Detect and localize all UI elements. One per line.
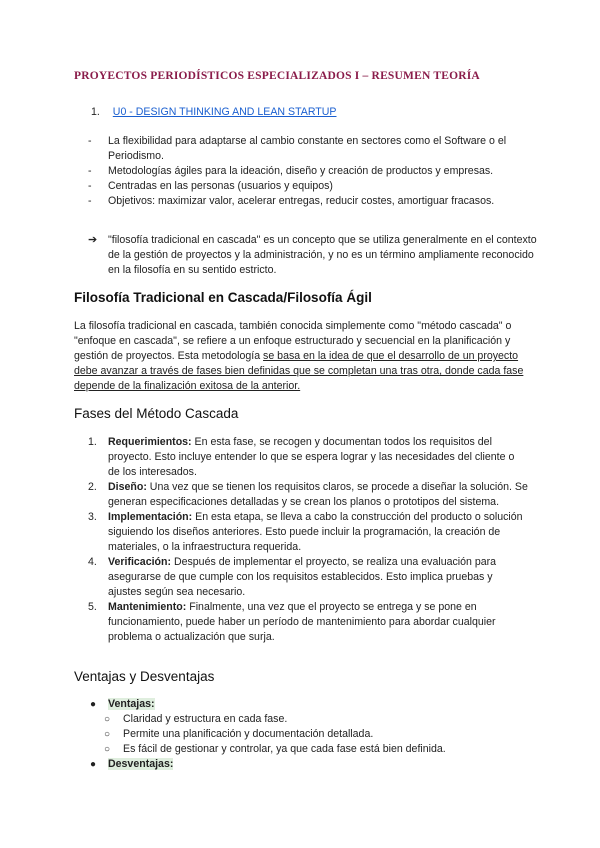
circle-bullet-icon: ○ xyxy=(104,729,111,740)
list-number: 2. xyxy=(88,481,97,493)
list-item xyxy=(88,727,528,742)
list-number: 3. xyxy=(88,511,97,523)
phase-text: Después de implementar el proyecto, se realiza una evaluación para asegurarse de que cumple con los requisitos establecidos. Esto implica pruebas y ajustes según sea necesario. xyxy=(108,556,497,598)
list-number: 5. xyxy=(88,601,97,613)
bullet-icon: ● xyxy=(90,699,97,710)
list-item xyxy=(88,510,528,555)
advantage-text: Permite una planificación y documentación detallada. xyxy=(123,728,374,740)
arrow-note xyxy=(88,233,538,278)
advantage-text: Es fácil de gestionar y controlar, ya que cada fase está bien definida. xyxy=(123,743,446,755)
list-item xyxy=(88,600,528,645)
list-item xyxy=(88,742,528,757)
section-link-item xyxy=(91,106,337,118)
heading-philosophy: Filosofía Tradicional en Cascada/Filosofía Ágil xyxy=(74,290,372,305)
circle-bullet-icon: ○ xyxy=(104,744,111,755)
list-item: - Objetivos: maximizar valor, acelerar entregas, reducir costes, amortiguar fracasos. xyxy=(88,194,538,209)
list-item: - La flexibilidad para adaptarse al cambio constante en sectores como el Software o el Periodismo. xyxy=(88,134,538,164)
advantages-list xyxy=(88,712,528,757)
pros-cons-list xyxy=(88,697,528,772)
list-item xyxy=(88,480,528,510)
phase-text: En esta etapa, se lleva a cabo la construcción del producto o solución siguiendo los diseños anteriores. Esto puede incluir la programación, la creación de materiales, o la infraestructura requerida. xyxy=(108,511,523,553)
phase-label: Implementación: xyxy=(108,511,193,523)
arrow-right-icon: ➔ xyxy=(88,234,98,246)
list-number: 1. xyxy=(88,436,97,448)
heading-phases: Fases del Método Cascada xyxy=(74,406,239,421)
dash-list xyxy=(88,134,538,209)
arrow-note-text: "filosofía tradicional en cascada" es un concepto que se utiliza generalmente en el contexto de la gestión de proyectos y la administración, y no es un término ampliamente reconocido en la filosofía en su sentido estricto. xyxy=(108,234,537,276)
circle-bullet-icon: ○ xyxy=(104,714,111,725)
phase-label: Mantenimiento: xyxy=(108,601,187,613)
philosophy-paragraph xyxy=(74,319,534,394)
section-link[interactable]: U0 - DESIGN THINKING AND LEAN STARTUP xyxy=(112,106,337,118)
phase-text: En esta fase, se recogen y documentan todos los requisitos del proyecto. Esto incluye entender lo que se espera lograr y las necesidades del cliente o de los interesados. xyxy=(108,436,515,478)
phase-label: Verificación: xyxy=(108,556,171,568)
phase-label: Requerimientos: xyxy=(108,436,192,448)
paragraph-underlined-text: se basa en la idea de que el desarrollo de un proyecto debe avanzar a través de fases bien definidas que se completan una tras otra, donde cada fase depende de la finalización exitosa de la anterior. xyxy=(74,350,524,392)
list-item: - Metodologías ágiles para la ideación, diseño y creación de productos y empresas. xyxy=(88,164,538,179)
list-item xyxy=(88,435,528,480)
list-item xyxy=(88,712,528,727)
heading-pros-cons: Ventajas y Desventajas xyxy=(74,669,215,684)
list-item xyxy=(88,555,528,600)
bullet-icon: ● xyxy=(90,759,97,770)
list-number: 1. xyxy=(91,106,100,118)
list-item xyxy=(88,697,528,757)
paragraph-text: La filosofía tradicional en cascada, también conocida simplemente como "método cascada" o "enfoque en cascada", se refiere a un enfoque estructurado y secuencial en la planificación y gestión de proyectos. Esta metodología xyxy=(74,320,512,362)
phases-list xyxy=(88,435,528,645)
phase-label: Diseño: xyxy=(108,481,147,493)
advantage-text: Claridad y estructura en cada fase. xyxy=(123,713,288,725)
list-item xyxy=(88,757,528,772)
document-title: PROYECTOS PERIODÍSTICOS ESPECIALIZADOS I – RESUMEN TEORÍA xyxy=(74,70,480,82)
advantages-label: Ventajas: xyxy=(108,698,155,710)
list-item: - Centradas en las personas (usuarios y equipos) xyxy=(88,179,538,194)
phase-text: Una vez que se tienen los requisitos claros, se procede a diseñar la solución. Se generan especificaciones detalladas y se crean los planos o prototipos del sistema. xyxy=(108,481,528,508)
list-number: 4. xyxy=(88,556,97,568)
disadvantages-label: Desventajas: xyxy=(108,758,174,770)
phase-text: Finalmente, una vez que el proyecto se entrega y se pone en funcionamiento, puede haber un período de mantenimiento para abordar cualquier problema o actualización que surja. xyxy=(108,601,496,643)
